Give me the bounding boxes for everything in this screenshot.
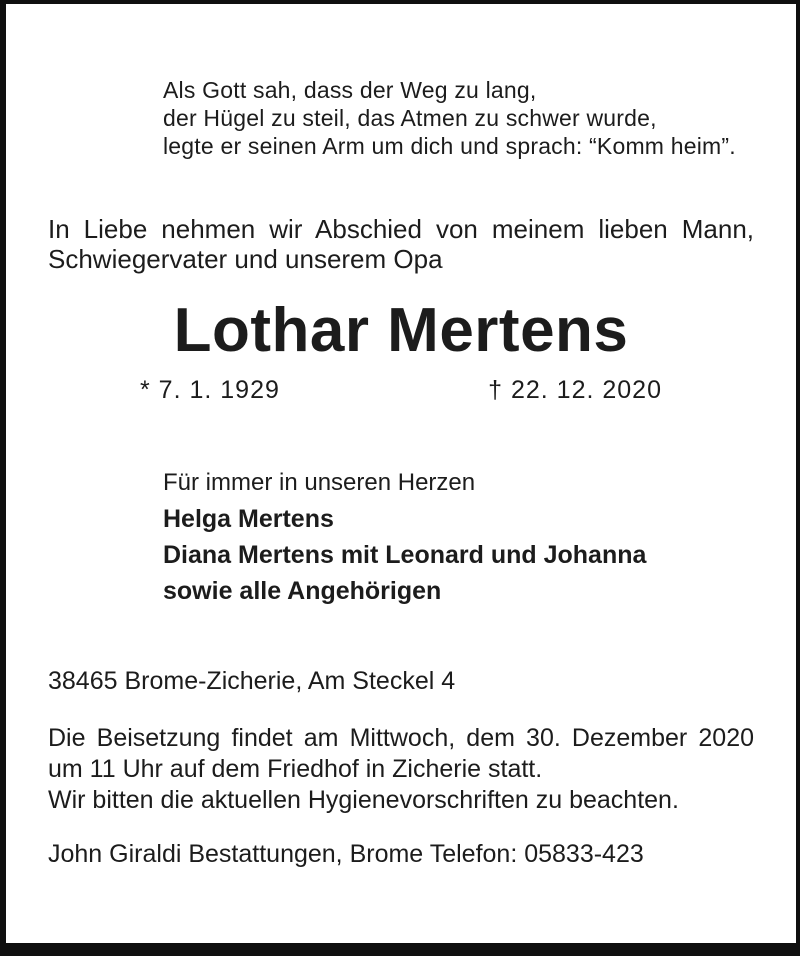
obituary-sheet — [6, 4, 796, 943]
funeral-line: Die Beisetzung findet am Mittwoch, dem 30. Dezember 2020 — [48, 724, 754, 752]
funeral-line: um 11 Uhr auf dem Friedhof in Zicherie statt. — [48, 755, 543, 783]
farewell-intro — [48, 214, 754, 274]
address-line: 38465 Brome-Zicherie, Am Steckel 4 — [48, 667, 456, 695]
death-date: † 22. 12. 2020 — [488, 376, 662, 404]
deceased-name: Lothar Mertens — [173, 296, 629, 365]
birth-date: * 7. 1. 1929 — [140, 376, 280, 404]
mourner-name: sowie alle Angehörigen — [163, 577, 442, 605]
funeral-line: Wir bitten die aktuellen Hygienevorschriften zu beachten. — [48, 786, 679, 814]
intro-line: In Liebe nehmen wir Abschied von meinem lieben Mann, — [48, 214, 754, 244]
intro-line: Schwiegervater und unserem Opa — [48, 244, 443, 274]
mourners-intro: Für immer in unseren Herzen — [163, 469, 476, 496]
life-dates — [140, 376, 662, 405]
verse-line: Als Gott sah, dass der Weg zu lang, — [163, 77, 537, 103]
mourners-block — [163, 465, 756, 609]
funeral-home-line: John Giraldi Bestattungen, Brome Telefon: 05833-423 — [48, 840, 644, 868]
mourner-name: Diana Mertens mit Leonard und Johanna — [163, 541, 647, 569]
mourner-name: Helga Mertens — [163, 505, 334, 533]
opening-verse — [163, 76, 756, 160]
verse-line: legte er seinen Arm um dich und sprach: “Komm heim”. — [163, 133, 736, 159]
verse-line: der Hügel zu steil, das Atmen zu schwer wurde, — [163, 105, 657, 131]
funeral-details — [48, 723, 754, 816]
